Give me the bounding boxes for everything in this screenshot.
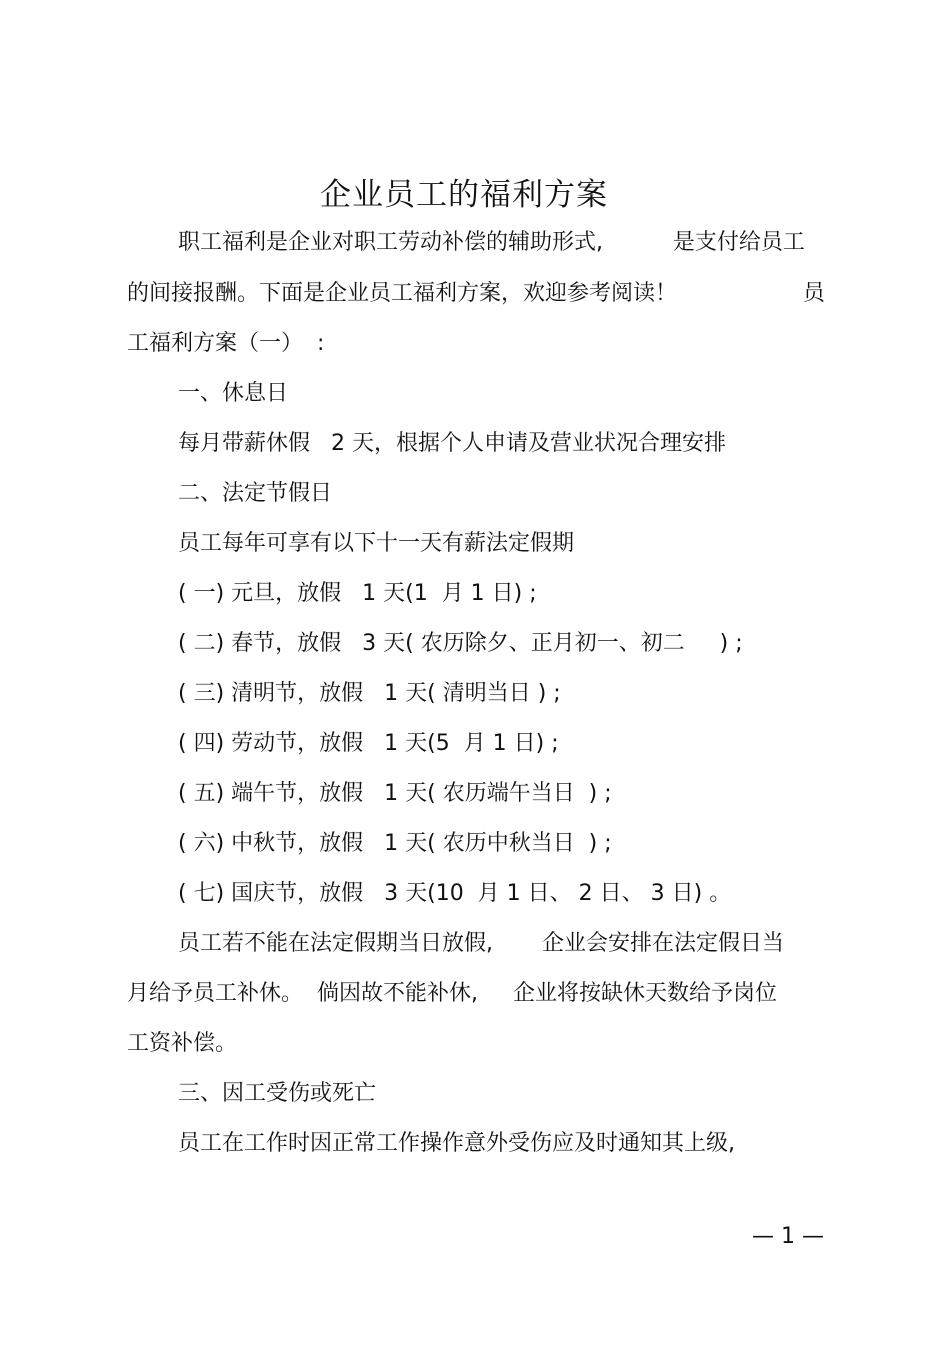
list-item: ( 一) 元旦，放假 1 天(1 月 1 日) ; (178, 581, 537, 606)
list-item: ( 三) 清明节，放假 1 天( 清明当日 ) ; (178, 681, 561, 706)
page-number: — 1 — (752, 1224, 824, 1249)
section-heading: 三、因工受伤或死亡 (178, 1081, 377, 1106)
paragraph-line: 工资补偿。 (127, 1031, 238, 1056)
section-heading: 二、法定节假日 (178, 481, 333, 506)
list-item: ( 二) 春节，放假 3 天( 农历除夕、正月初一、初二 ) ; (178, 631, 743, 656)
list-item: ( 四) 劳动节，放假 1 天(5 月 1 日) ; (178, 731, 559, 756)
document-title: 企业员工的福利方案 (320, 177, 608, 213)
paragraph-line: 工福利方案（一） : (127, 331, 325, 356)
paragraph-line: 员工每年可享有以下十一天有薪法定假期 (178, 531, 575, 556)
paragraph-line: 月给予员工补休。 倘因故不能补休, 企业将按缺休天数给予岗位 (127, 981, 777, 1006)
list-item: ( 七) 国庆节，放假 3 天(10 月 1 日、 2 日、 3 日) 。 (178, 881, 732, 906)
paragraph-line: 每月带薪休假 2 天，根据个人申请及营业状况合理安排 (178, 431, 726, 456)
paragraph-line: 员工在工作时因正常工作操作意外受伤应及时通知其上级, (178, 1131, 735, 1156)
paragraph-line: 员工若不能在法定假期当日放假, 企业会安排在法定假日当 (178, 931, 784, 956)
section-heading: 一、休息日 (178, 381, 289, 406)
paragraph-line: 的间接报酬。下面是企业员工福利方案，欢迎参考阅读！ 员 (127, 281, 825, 306)
list-item: ( 五) 端午节，放假 1 天( 农历端午当日 ) ; (178, 781, 612, 806)
list-item: ( 六) 中秋节，放假 1 天( 农历中秋当日 ) ; (178, 831, 612, 856)
paragraph-line: 职工福利是企业对职工劳动补偿的辅助形式, 是支付给员工 (178, 230, 805, 255)
